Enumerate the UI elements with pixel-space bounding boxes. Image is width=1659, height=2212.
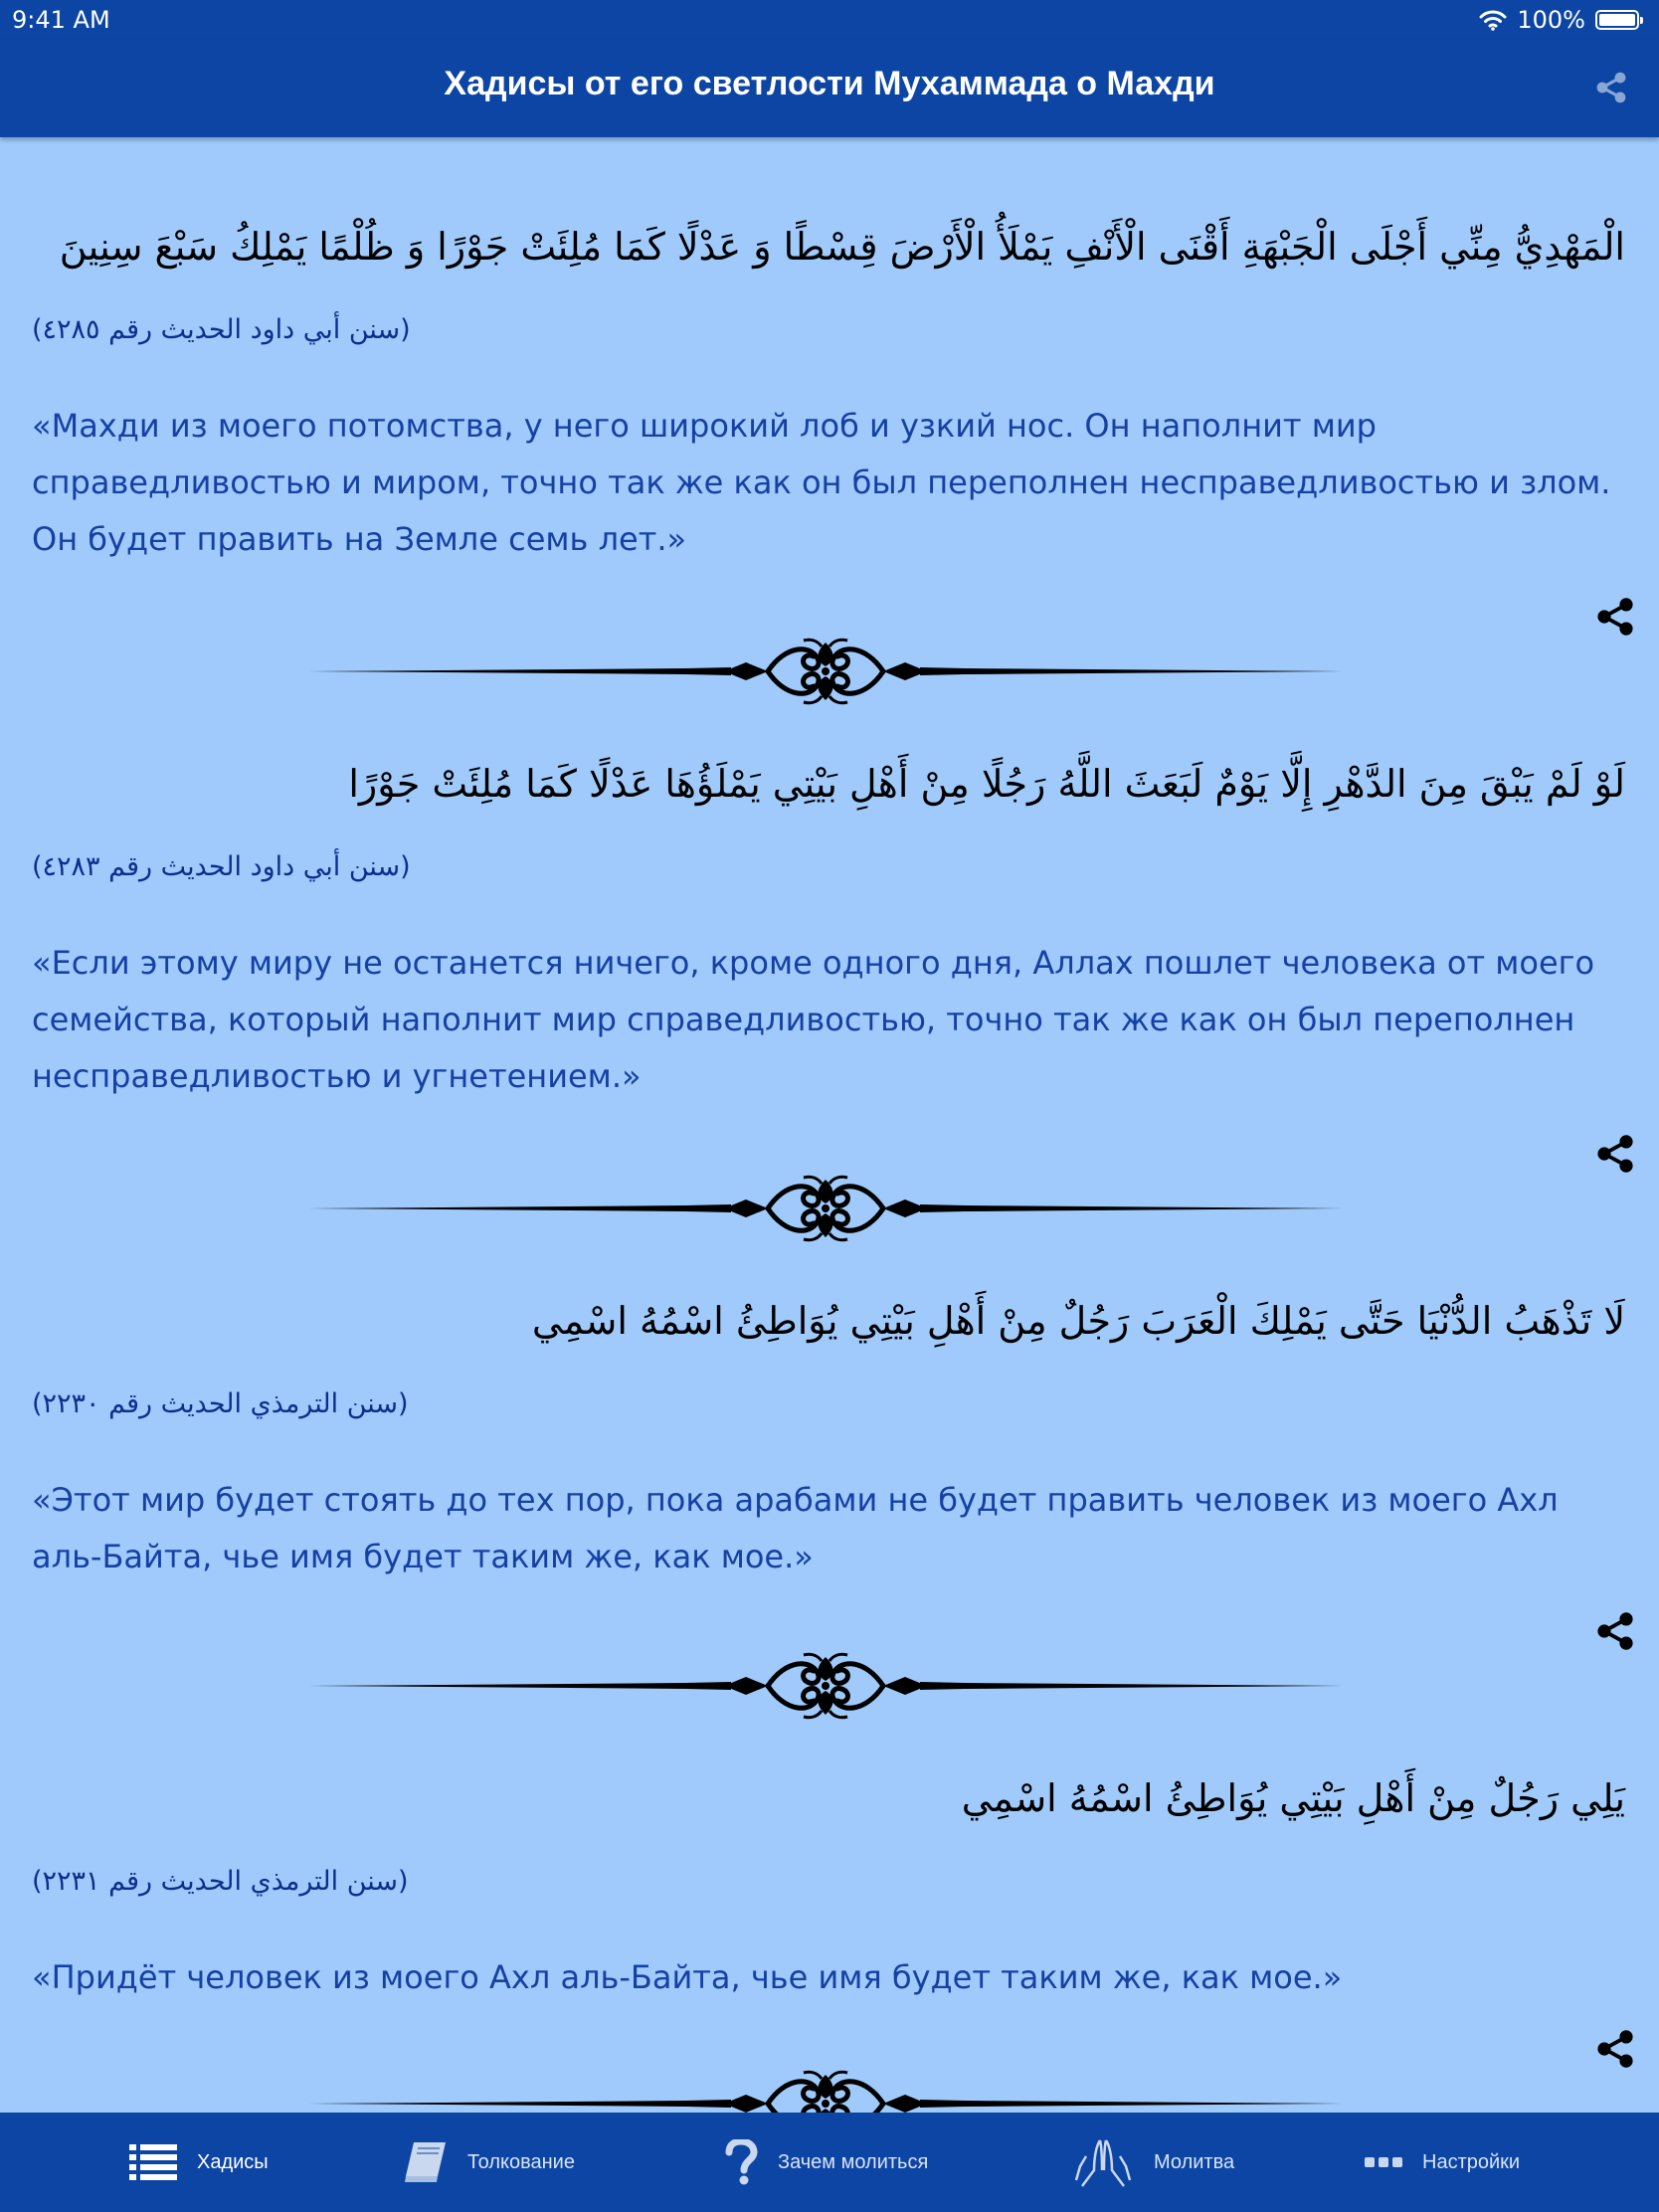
share-icon[interactable] bbox=[1593, 595, 1637, 639]
navigation-bar bbox=[0, 40, 1659, 137]
question-icon bbox=[724, 2139, 758, 2185]
wifi-icon bbox=[1479, 9, 1507, 31]
ornament-divider bbox=[308, 1651, 1343, 1721]
tab-settings[interactable] bbox=[1365, 2113, 1520, 2212]
tab-label: Толкование bbox=[467, 2150, 575, 2173]
battery-percentage: 100% bbox=[1517, 6, 1585, 34]
tab-interpretation[interactable] bbox=[402, 2113, 575, 2212]
share-icon[interactable] bbox=[1593, 1609, 1637, 1653]
hadith-source: (سنن الترمذي الحديث رقم ٢٢٣٠) bbox=[32, 1388, 409, 1419]
status-time: 9:41 AM bbox=[12, 6, 110, 34]
tab-bar bbox=[0, 2113, 1659, 2212]
tab-why-pray[interactable] bbox=[724, 2113, 928, 2212]
share-icon[interactable] bbox=[1593, 1132, 1637, 1176]
hadith-arabic-text: لَوْ لَمْ يَبْقَ مِنَ الدَّهْرِ إِلَّا يَوْمٌ لَبَعَثَ اللَّهُ رَجُلًا مِنْ أَهْلِ بَيْتِي يَمْلَؤُهَا عَدْلًا كَمَا مُلِئَتْ جَوْرًا bbox=[348, 762, 1625, 806]
hadith-translation: «Придёт человек из моего Ахл аль-Байта, чье имя будет таким же, как мое.» bbox=[32, 1958, 1343, 1996]
share-icon[interactable] bbox=[1593, 70, 1629, 105]
hadith-arabic-text: لَا تَذْهَبُ الدُّنْيَا حَتَّى يَمْلِكَ الْعَرَبَ رَجُلٌ مِنْ أَهْلِ بَيْتِي يُوَاطِئُ اسْمُهُ اسْمِي bbox=[531, 1299, 1625, 1343]
ornament-divider bbox=[308, 1174, 1343, 1243]
hadith-source: (سنن أبي داود الحديث رقم ٤٢٨٥) bbox=[32, 314, 411, 345]
list-icon bbox=[129, 2143, 177, 2181]
battery-icon bbox=[1595, 10, 1639, 30]
hadith-translation: «Махди из моего потомства, у него широкий лоб и узкий нос. Он наполнит мир справедливостью и миром, точно так же как он был переполнен несправедливостью и злом. Он будет править на Земле семь лет.» bbox=[32, 407, 1611, 558]
status-bar bbox=[0, 0, 1659, 40]
tab-hadiths[interactable] bbox=[129, 2113, 269, 2212]
hadith-translation: «Если этому миру не останется ничего, кроме одного дня, Аллах пошлет человека от моего семейства, который наполнит мир справедливостью, точно так же как он был переполнен несправедливостью и угнетением.» bbox=[32, 944, 1595, 1095]
share-icon[interactable] bbox=[1593, 2027, 1637, 2071]
tab-label: Настройки bbox=[1422, 2150, 1521, 2173]
book-icon bbox=[402, 2140, 448, 2184]
hadith-arabic-text: يَلِي رَجُلٌ مِنْ أَهْلِ بَيْتِي يُوَاطِئُ اسْمُهُ اسْمِي bbox=[961, 1776, 1625, 1820]
page-title: Хадисы от его светлости Мухаммада о Махди bbox=[444, 65, 1215, 102]
praying-hands-icon bbox=[1072, 2136, 1134, 2188]
tab-prayer[interactable] bbox=[1072, 2113, 1234, 2212]
ornament-divider bbox=[308, 637, 1343, 706]
hadith-source: (سنن الترمذي الحديث رقم ٢٢٣١) bbox=[32, 1866, 409, 1897]
tab-label: Молитва bbox=[1154, 2150, 1235, 2173]
hadith-source: (سنن أبي داود الحديث رقم ٤٢٨٣) bbox=[32, 851, 411, 882]
tab-label: Хадисы bbox=[197, 2150, 269, 2173]
tab-label: Зачем молиться bbox=[778, 2150, 929, 2173]
hadith-translation: «Этот мир будет стоять до тех пор, пока арабами не будет править человек из моего Ахл аль-Байта, чье имя будет таким же, как мое.» bbox=[32, 1481, 1559, 1575]
ornament-divider bbox=[308, 2069, 1343, 2113]
status-indicators bbox=[1479, 6, 1639, 34]
hadith-arabic-text: الْمَهْدِيُّ مِنِّي أَجْلَى الْجَبْهَةِ أَقْنَى الْأَنْفِ يَمْلَأُ الْأَرْضَ قِسْطًا وَ عَدْلًا كَمَا مُلِئَتْ جَوْرًا وَ ظُلْمًا يَمْلِكُ سَبْعَ سِنِينَ bbox=[59, 225, 1625, 269]
hadith-list[interactable] bbox=[0, 137, 1659, 2113]
more-icon bbox=[1365, 2155, 1402, 2169]
